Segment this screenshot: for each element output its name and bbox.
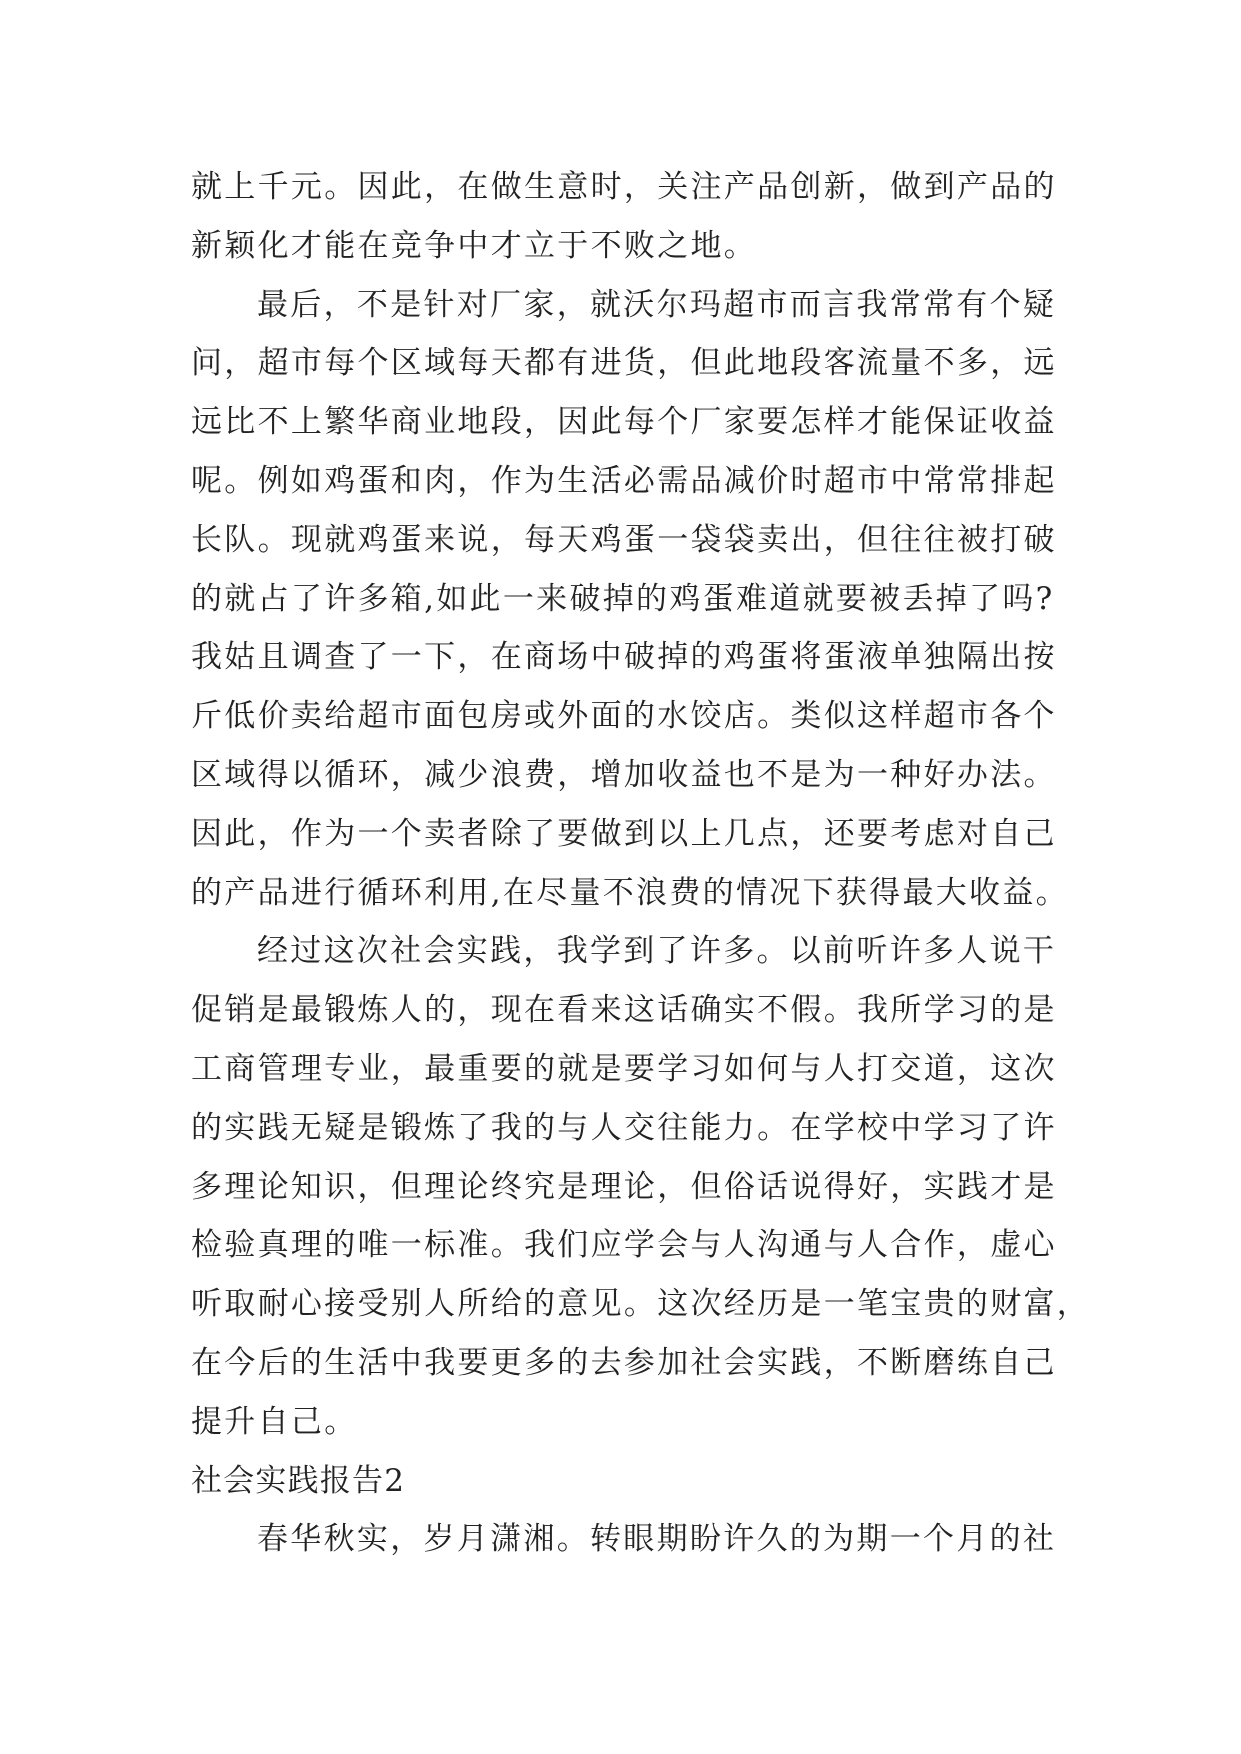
text-line: 长队。现就鸡蛋来说，每天鸡蛋一袋袋卖出，但往往被打破 — [191, 521, 1057, 558]
text-line: 新颖化才能在竞争中才立于不败之地。 — [191, 227, 758, 264]
text-line: 提升自己。 — [191, 1403, 358, 1440]
text-line: 因此，作为一个卖者除了要做到以上几点，还要考虑对自己 — [191, 815, 1057, 852]
text-line: 工商管理专业，最重要的就是要学习如何与人打交道，这次 — [191, 1050, 1057, 1087]
section-heading: 社会实践报告2 — [191, 1462, 406, 1499]
text-line: 经过这次社会实践，我学到了许多。以前听许多人说干 — [257, 933, 1057, 970]
text-line: 的实践无疑是锻炼了我的与人交往能力。在学校中学习了许 — [191, 1109, 1057, 1146]
text-line: 春华秋实，岁月潇湘。转眼期盼许久的为期一个月的社 — [257, 1521, 1057, 1558]
text-line: 区域得以循环，减少浪费，增加收益也不是为一种好办法。 — [191, 756, 1057, 793]
text-line: 的产品进行循环利用,在尽量不浪费的情况下获得最大收益。 — [191, 874, 1069, 911]
document-body — [191, 158, 1091, 1569]
text-line: 呢。例如鸡蛋和肉，作为生活必需品减价时超市中常常排起 — [191, 462, 1057, 499]
text-line: 在今后的生活中我要更多的去参加社会实践，不断磨练自己 — [191, 1344, 1057, 1381]
text-line: 的就占了许多箱,如此一来破掉的鸡蛋难道就要被丢掉了吗? — [191, 580, 1055, 617]
text-line: 最后，不是针对厂家，就沃尔玛超市而言我常常有个疑 — [257, 286, 1057, 323]
text-line: 多理论知识，但理论终究是理论，但俗话说得好，实践才是 — [191, 1168, 1057, 1205]
text-line: 就上千元。因此，在做生意时，关注产品创新，做到产品的 — [191, 169, 1057, 205]
text-line: 听取耐心接受别人所给的意见。这次经历是一笔宝贵的财富， — [191, 1286, 1091, 1323]
text-line: 促销是最锻炼人的，现在看来这话确实不假。我所学习的是 — [191, 992, 1057, 1029]
text-line: 问，超市每个区域每天都有进货，但此地段客流量不多，远 — [191, 345, 1057, 382]
text-line: 我姑且调查了一下，在商场中破掉的鸡蛋将蛋液单独隔出按 — [191, 639, 1057, 676]
text-line: 斤低价卖给超市面包房或外面的水饺店。类似这样超市各个 — [191, 698, 1057, 735]
text-line: 远比不上繁华商业地段，因此每个厂家要怎样才能保证收益 — [191, 404, 1057, 441]
text-line: 检验真理的唯一标准。我们应学会与人沟通与人合作，虚心 — [191, 1227, 1057, 1264]
